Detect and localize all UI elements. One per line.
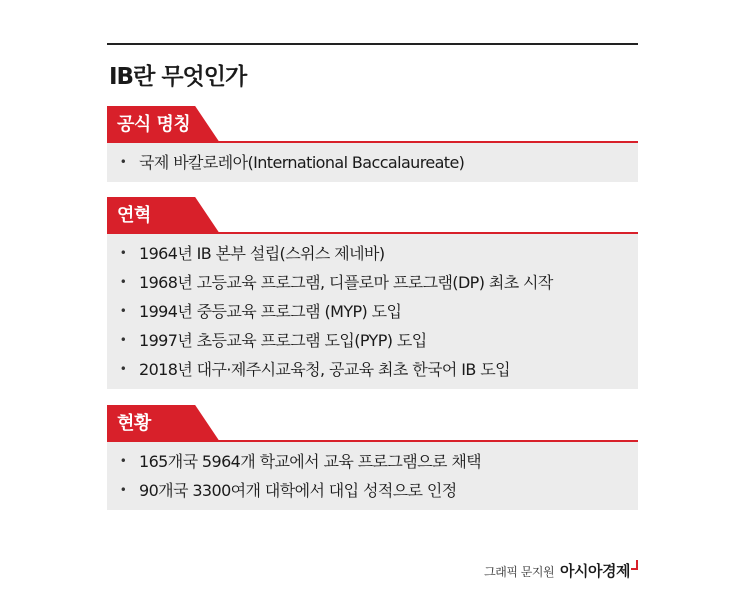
section-rule xyxy=(107,141,638,143)
section-label: 공식 명칭 xyxy=(117,114,191,135)
section-header xyxy=(107,405,638,442)
item-text: 국제 바칼로레아(International Baccalaureate) xyxy=(139,153,465,172)
bullet: • xyxy=(119,332,127,347)
page-title: IB란 무엇인가 xyxy=(109,64,247,90)
section-label: 연혁 xyxy=(117,205,151,226)
bullet: • xyxy=(119,245,127,260)
list-item xyxy=(107,446,638,475)
section-history xyxy=(107,197,638,389)
section-body xyxy=(107,234,638,389)
brand-logo xyxy=(560,560,638,581)
item-text: 165개국 5964개 학교에서 교육 프로그램으로 채택 xyxy=(139,452,482,471)
top-rule xyxy=(107,43,638,45)
item-text: 2018년 대구·제주시교육청, 공교육 최초 한국어 IB 도입 xyxy=(139,360,510,379)
section-rule xyxy=(107,440,638,442)
bullet: • xyxy=(119,274,127,289)
section-header xyxy=(107,106,638,143)
graphic-credit: 그래픽 문지원 xyxy=(484,565,555,579)
item-text: 1968년 고등교육 프로그램, 디플로마 프로그램(DP) 최초 시작 xyxy=(139,273,553,292)
bullet: • xyxy=(119,154,127,169)
section-rule xyxy=(107,232,638,234)
credit-line xyxy=(484,560,638,581)
section-body xyxy=(107,143,638,182)
section-body xyxy=(107,442,638,510)
brand-mark-icon xyxy=(631,560,638,570)
bullet: • xyxy=(119,361,127,376)
section-official-name xyxy=(107,106,638,182)
list-item xyxy=(107,475,638,504)
item-text: 1964년 IB 본부 설립(스위스 제네바) xyxy=(139,244,385,263)
list-item xyxy=(107,147,638,176)
section-status xyxy=(107,405,638,510)
brand-name: 아시아경제 xyxy=(560,562,630,580)
item-text: 1997년 초등교육 프로그램 도입(PYP) 도입 xyxy=(139,331,427,350)
list-item xyxy=(107,325,638,354)
list-item xyxy=(107,267,638,296)
bullet: • xyxy=(119,453,127,468)
item-text: 1994년 중등교육 프로그램 (MYP) 도입 xyxy=(139,302,402,321)
list-item xyxy=(107,354,638,383)
item-text: 90개국 3300여개 대학에서 대입 성적으로 인정 xyxy=(139,481,457,500)
bullet: • xyxy=(119,303,127,318)
bullet: • xyxy=(119,482,127,497)
section-label: 현황 xyxy=(117,413,151,434)
section-header xyxy=(107,197,638,234)
list-item xyxy=(107,296,638,325)
list-item xyxy=(107,238,638,267)
